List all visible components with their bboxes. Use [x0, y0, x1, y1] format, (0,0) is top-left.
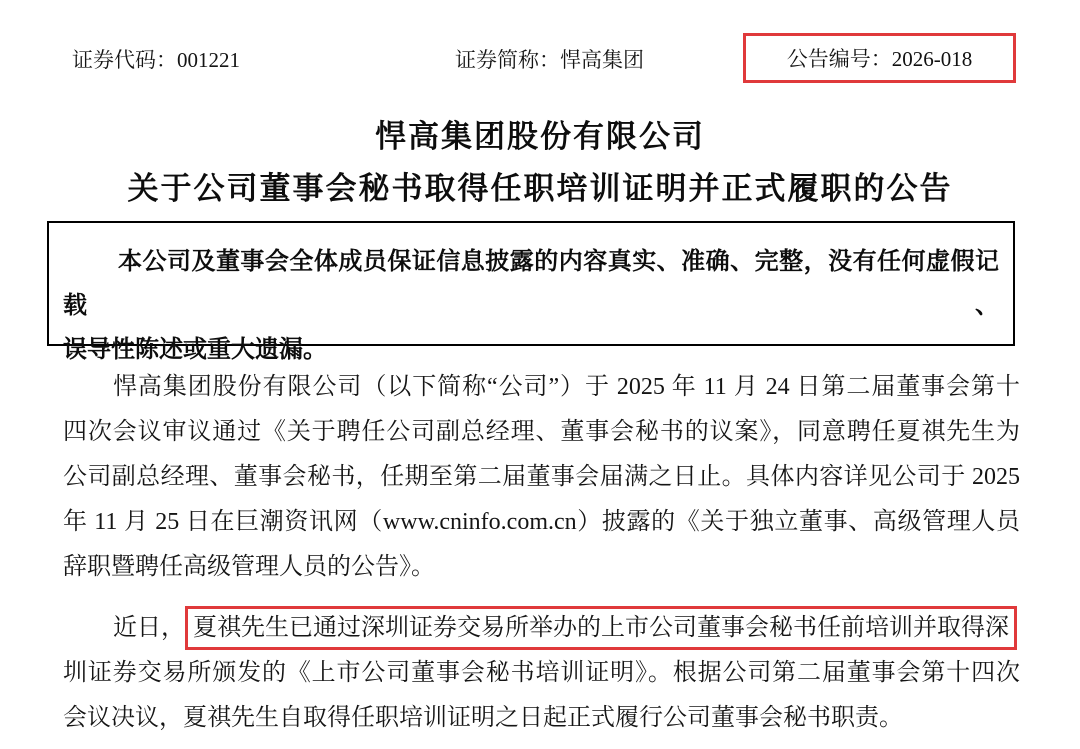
body-paragraph-1	[63, 365, 1020, 590]
paragraph-1-line-1: 悍高集团股份有限公司（以下简称“公司”）于 2025 年 11 月 24 日第二届董事会第十	[113, 374, 1020, 400]
disclaimer-box	[47, 221, 1015, 363]
company-name-title: 悍高集团股份有限公司	[375, 119, 705, 154]
disclaimer-line-2: 误导性陈述或重大遗漏。	[63, 337, 327, 363]
body-paragraph-2-line-1	[63, 606, 1063, 651]
stock-code-label: 证券代码：001221	[72, 48, 240, 72]
paragraph-1-line-3: 公司副总经理、董事会秘书，任期至第二届董事会届满之日止。具体内容详见公司于 2025	[63, 464, 1020, 490]
paragraph-1-line-4: 年 11 月 25 日在巨潮资讯网（www.cninfo.com.cn）披露的《关于独立董事、高级管理人员	[63, 509, 1020, 535]
announcement-title: 关于公司董事会秘书取得任职培训证明并正式履职的公告	[127, 171, 953, 206]
announcement-number-label: 公告编号：2026-018	[786, 47, 973, 71]
paragraph-2-line-3: 会议决议，夏祺先生自取得任职培训证明之日起正式履行公司董事会秘书职责。	[63, 705, 903, 731]
paragraph-2-prefix: 近日，	[113, 615, 185, 641]
announcement-number-highlight-box	[743, 33, 1016, 83]
disclaimer-line-1: 本公司及董事会全体成员保证信息披露的内容真实、准确、完整，没有任何虚假记载、	[63, 249, 999, 319]
paragraph-1-line-2: 四次会议审议通过《关于聘任公司副总经理、董事会秘书的议案》，同意聘任夏祺先生为	[63, 419, 1020, 445]
stock-short-name-label: 证券简称：悍高集团	[455, 48, 644, 72]
body-paragraph-2	[63, 651, 1020, 741]
paragraph-1-line-5: 辞职暨聘任高级管理人员的公告》。	[63, 554, 435, 580]
highlighted-text-box: 夏祺先生已通过深圳证券交易所举办的上市公司董事会秘书任前培训并取得深	[185, 606, 1017, 650]
paragraph-2-line-2: 圳证券交易所颁发的《上市公司董事会秘书培训证明》。根据公司第二届董事会第十四次	[63, 660, 1020, 686]
